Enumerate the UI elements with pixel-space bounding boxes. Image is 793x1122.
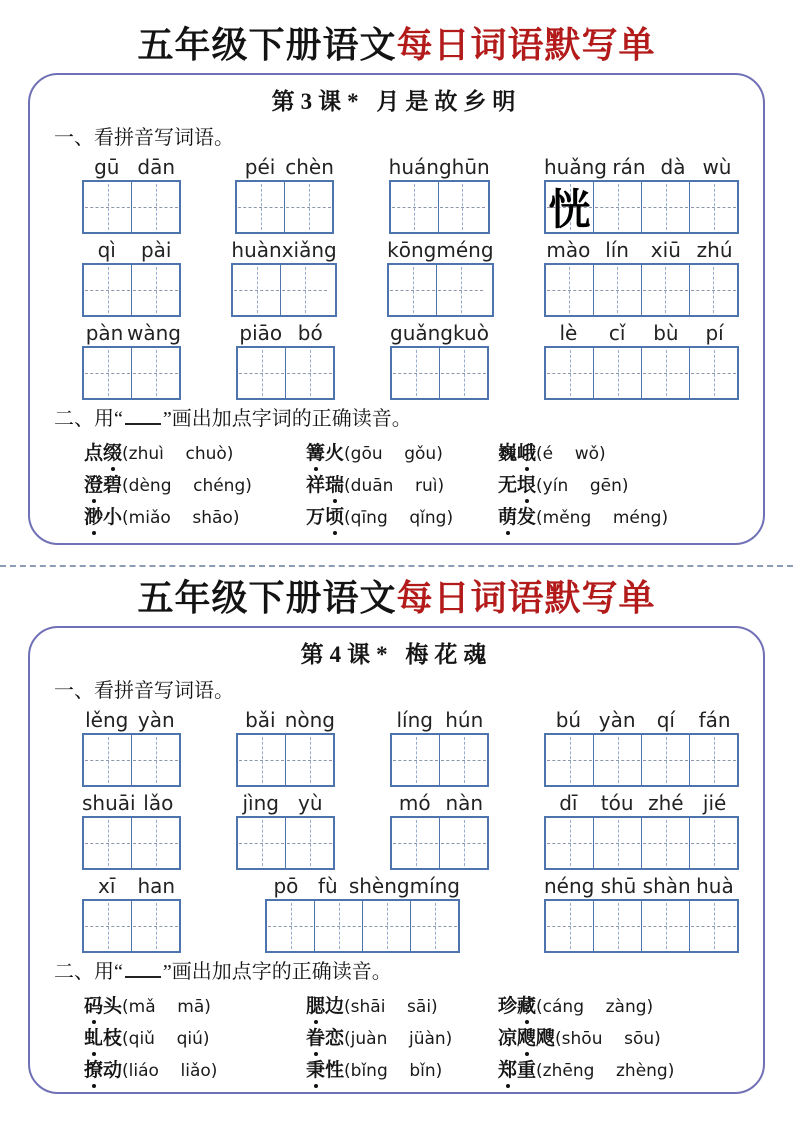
pinyin-syllable: kōng xyxy=(387,238,437,262)
writing-cell xyxy=(286,735,333,785)
word-item xyxy=(306,1055,498,1087)
pinyin-syllable: xiǎng xyxy=(281,238,337,262)
pinyin-syllable: fán xyxy=(698,708,731,732)
pinyin-label xyxy=(82,155,181,180)
writing-cell xyxy=(546,182,594,232)
writing-cell xyxy=(642,901,690,951)
hanzi: 点 xyxy=(84,443,104,464)
section2-suffix: 画出加点字的正确读音。 xyxy=(171,961,392,983)
section2-suffix: 画出加点字词的正确读音。 xyxy=(171,408,412,430)
writing-cell xyxy=(84,901,132,951)
word-grid xyxy=(54,438,739,534)
writing-cell xyxy=(642,735,690,785)
pinyin-syllable: xī xyxy=(98,874,116,898)
pinyin-syllable: hūn xyxy=(451,155,490,179)
pinyin-label xyxy=(544,791,739,816)
writing-cell xyxy=(286,348,333,398)
pinyin-box-group xyxy=(82,874,181,953)
writing-grid xyxy=(235,180,334,234)
pinyin-box-group xyxy=(544,238,739,317)
writing-cell xyxy=(437,265,484,315)
word-item xyxy=(498,991,739,1023)
pinyin-syllable: dī xyxy=(559,791,578,815)
hanzi: 动 xyxy=(103,1060,123,1081)
writing-cell xyxy=(84,735,132,785)
writing-cell xyxy=(392,735,440,785)
pinyin-label xyxy=(236,708,335,733)
pinyin-label xyxy=(235,155,334,180)
dictation-row xyxy=(54,791,739,870)
pinyin-label xyxy=(231,238,336,263)
word-grid xyxy=(54,991,739,1087)
writing-cell xyxy=(389,265,437,315)
pinyin-syllable: huà xyxy=(696,874,734,898)
pinyin-syllable: shuāi xyxy=(82,791,136,815)
word-item xyxy=(498,438,739,470)
pinyin-options: (qiǔ qiú) xyxy=(122,1029,210,1049)
pinyin-box-group xyxy=(265,874,460,953)
pinyin-label xyxy=(82,874,181,899)
pinyin-label xyxy=(236,321,335,346)
pinyin-options: (yín gēn) xyxy=(536,476,629,496)
hanzi: 枝 xyxy=(103,1028,123,1049)
pinyin-syllable: huǎng xyxy=(544,155,607,179)
pinyin-box-group xyxy=(236,708,335,787)
writing-cell xyxy=(594,735,642,785)
hanzi: 性 xyxy=(325,1060,345,1081)
writing-grid xyxy=(544,180,739,234)
page-title-black: 五年级下册语文 xyxy=(137,578,397,618)
writing-cell xyxy=(642,182,690,232)
writing-cell xyxy=(391,182,439,232)
open-quote: “ xyxy=(114,408,123,430)
hanzi: 祥 xyxy=(306,475,326,496)
writing-cell xyxy=(690,265,737,315)
pinyin-syllable: jié xyxy=(702,791,727,815)
pinyin-syllable: chèn xyxy=(285,155,334,179)
pinyin-options: (dèng chéng) xyxy=(122,476,252,496)
pinyin-syllable: tóu xyxy=(600,791,634,815)
pinyin-options: (měng méng) xyxy=(536,508,669,528)
pinyin-label xyxy=(544,708,739,733)
writing-cell xyxy=(440,735,487,785)
pinyin-syllable: pí xyxy=(705,321,724,345)
hanzi: 无 xyxy=(498,475,518,496)
page-title-red: 每日词语默写单 xyxy=(396,25,656,65)
hanzi-dotted: 撩 xyxy=(84,1055,103,1086)
writing-cell xyxy=(233,265,281,315)
pinyin-syllable: yàn xyxy=(137,708,175,732)
pinyin-syllable: lěng xyxy=(85,708,129,732)
writing-cell xyxy=(642,348,690,398)
pinyin-options: (zhēng zhèng) xyxy=(536,1061,675,1081)
hanzi-dotted: 垠 xyxy=(517,470,536,501)
section1-instruction: 一、看拼音写词语。 xyxy=(54,680,234,702)
writing-cell xyxy=(315,901,363,951)
writing-cell xyxy=(690,735,737,785)
pinyin-box-group xyxy=(236,791,335,870)
writing-cell xyxy=(439,182,486,232)
writing-cell xyxy=(237,182,285,232)
hanzi-dotted: 篝 xyxy=(306,438,325,469)
underline-blank xyxy=(125,962,161,978)
writing-cell xyxy=(411,901,458,951)
pinyin-options: (miǎo shāo) xyxy=(122,508,240,528)
hanzi: 碧 xyxy=(103,475,123,496)
writing-cell xyxy=(392,348,440,398)
pinyin-syllable: lín xyxy=(605,238,629,262)
writing-cell xyxy=(690,348,737,398)
hanzi-dotted: 腮 xyxy=(306,991,325,1022)
pinyin-box-group xyxy=(235,155,334,234)
hanzi-dotted: 缀 xyxy=(103,438,122,469)
pinyin-syllable: gū xyxy=(94,155,120,179)
hanzi: 火 xyxy=(325,443,345,464)
hanzi-dotted: 郑 xyxy=(498,1055,517,1086)
hanzi-dotted: 眷 xyxy=(306,1023,325,1054)
writing-cell xyxy=(84,182,132,232)
writing-grid xyxy=(82,263,181,317)
pinyin-label xyxy=(389,155,490,180)
pinyin-options: (bǐng bǐn) xyxy=(344,1061,443,1081)
pinyin-options: (shāi sāi) xyxy=(344,997,438,1017)
pinyin-syllable: nòng xyxy=(284,708,335,732)
writing-cell xyxy=(546,818,594,868)
worksheet-page-lesson4 xyxy=(0,567,793,1094)
writing-grid xyxy=(387,263,493,317)
hanzi-dotted: 秉 xyxy=(306,1055,325,1086)
writing-grid xyxy=(390,733,489,787)
pinyin-syllable: bú xyxy=(555,708,582,732)
pinyin-box-group xyxy=(236,321,335,400)
section2-instruction xyxy=(54,406,739,432)
lesson-heading: 第3课* 月是故乡明 xyxy=(271,89,522,114)
pinyin-label xyxy=(544,238,739,263)
pinyin-box-group xyxy=(544,874,739,953)
pinyin-box-group xyxy=(389,155,490,234)
writing-cell xyxy=(594,265,642,315)
pinyin-label xyxy=(236,791,335,816)
pinyin-syllable: néng xyxy=(544,874,595,898)
pinyin-syllable: míng xyxy=(409,874,461,898)
pinyin-syllable: kuò xyxy=(453,321,489,345)
open-quote: “ xyxy=(114,961,123,983)
writing-cell xyxy=(286,818,333,868)
pinyin-syllable: pài xyxy=(140,238,172,262)
pinyin-syllable: qì xyxy=(97,238,116,262)
close-quote: ” xyxy=(162,961,172,983)
hanzi-dotted: 萌 xyxy=(498,502,517,533)
writing-cell xyxy=(546,901,594,951)
content-panel xyxy=(28,626,765,1094)
pinyin-syllable: xiū xyxy=(650,238,681,262)
pinyin-box-group xyxy=(82,155,181,234)
pinyin-label xyxy=(82,321,181,346)
pinyin-label xyxy=(82,708,181,733)
dictation-row xyxy=(54,238,739,317)
pinyin-box-group xyxy=(390,791,489,870)
word-item xyxy=(84,991,306,1023)
word-item xyxy=(498,1023,739,1055)
word-item xyxy=(306,991,498,1023)
pinyin-syllable: líng xyxy=(396,708,433,732)
hanzi: 恋 xyxy=(325,1028,345,1049)
section2-prefix: 二、用 xyxy=(54,961,114,983)
writing-grid xyxy=(544,346,739,400)
pinyin-box-group xyxy=(82,321,181,400)
writing-grid xyxy=(544,733,739,787)
pinyin-syllable: shèng xyxy=(348,874,410,898)
writing-cell xyxy=(594,348,642,398)
writing-cell xyxy=(546,348,594,398)
page-title-red: 每日词语默写单 xyxy=(396,578,656,618)
writing-grid xyxy=(82,180,181,234)
hanzi: 巍 xyxy=(498,443,518,464)
writing-cell xyxy=(546,735,594,785)
pinyin-label xyxy=(82,791,181,816)
writing-cell xyxy=(546,265,594,315)
hanzi-dotted: 藏 xyxy=(517,991,536,1022)
pinyin-options: (gōu gǒu) xyxy=(344,444,443,464)
pinyin-syllable: bù xyxy=(653,321,679,345)
hanzi: 珍 xyxy=(498,996,518,1017)
writing-cell xyxy=(132,265,179,315)
writing-cell xyxy=(690,182,737,232)
writing-grid xyxy=(390,816,489,870)
pinyin-syllable: lè xyxy=(559,321,578,345)
pinyin-options: (juàn jüàn) xyxy=(344,1029,453,1049)
pinyin-options: (liáo liǎo) xyxy=(122,1061,218,1081)
content-panel xyxy=(28,73,765,545)
prefilled-character: 恍 xyxy=(548,188,591,234)
hanzi-dotted: 澄 xyxy=(84,470,103,501)
writing-grid xyxy=(390,346,489,400)
lesson-heading: 第4课* 梅花魂 xyxy=(300,642,493,667)
writing-cell xyxy=(690,901,737,951)
writing-cell xyxy=(594,818,642,868)
pinyin-syllable: shàn xyxy=(642,874,691,898)
pinyin-syllable: bó xyxy=(297,321,323,345)
pinyin-box-group xyxy=(231,238,336,317)
pinyin-syllable: wù xyxy=(702,155,732,179)
writing-cell xyxy=(642,818,690,868)
writing-cell xyxy=(84,265,132,315)
pinyin-syllable: huàn xyxy=(231,238,282,262)
pinyin-label xyxy=(265,874,460,899)
underline-blank xyxy=(125,409,161,425)
hanzi-dotted: 飕 xyxy=(517,1023,536,1054)
pinyin-syllable: pàn xyxy=(85,321,124,345)
pinyin-syllable: péi xyxy=(244,155,276,179)
pinyin-syllable: wàng xyxy=(127,321,181,345)
writing-grid xyxy=(236,346,335,400)
word-item xyxy=(498,1055,739,1087)
writing-grid xyxy=(265,899,460,953)
hanzi-dotted: 瑞 xyxy=(325,470,344,501)
pinyin-options: (duān ruì) xyxy=(344,476,445,496)
writing-cell xyxy=(132,348,179,398)
hanzi-dotted: 峨 xyxy=(517,438,536,469)
dictation-rows xyxy=(54,708,739,953)
writing-grid xyxy=(236,733,335,787)
pinyin-syllable: yàn xyxy=(598,708,636,732)
writing-grid xyxy=(82,733,181,787)
hanzi-dotted: 顷 xyxy=(325,502,344,533)
pinyin-syllable: zhé xyxy=(648,791,684,815)
pinyin-options: (é wǒ) xyxy=(536,444,606,464)
writing-grid xyxy=(82,816,181,870)
writing-grid xyxy=(236,816,335,870)
writing-cell xyxy=(363,901,411,951)
writing-cell xyxy=(690,818,737,868)
writing-cell xyxy=(594,182,642,232)
pinyin-box-group xyxy=(387,238,493,317)
word-item xyxy=(306,470,498,502)
writing-grid xyxy=(544,816,739,870)
hanzi-dotted: 渺 xyxy=(84,502,103,533)
writing-cell xyxy=(285,182,332,232)
hanzi: 头 xyxy=(103,996,123,1017)
pinyin-syllable: dān xyxy=(137,155,176,179)
hanzi: 重 xyxy=(517,1060,537,1081)
pinyin-box-group xyxy=(544,155,739,234)
close-quote: ” xyxy=(162,408,172,430)
pinyin-syllable: qí xyxy=(656,708,675,732)
writing-grid xyxy=(389,180,490,234)
pinyin-syllable: mào xyxy=(546,238,591,262)
pinyin-syllable: bǎi xyxy=(245,708,276,732)
dictation-rows xyxy=(54,155,739,400)
word-item xyxy=(498,470,739,502)
dictation-row xyxy=(54,874,739,953)
writing-cell xyxy=(132,818,179,868)
writing-cell xyxy=(238,818,286,868)
writing-grid xyxy=(544,899,739,953)
writing-cell xyxy=(440,348,487,398)
word-item xyxy=(84,1055,306,1087)
writing-grid xyxy=(544,263,739,317)
writing-cell xyxy=(281,265,328,315)
section2-instruction xyxy=(54,959,739,985)
pinyin-label xyxy=(390,791,489,816)
pinyin-options: (mǎ mā) xyxy=(122,997,211,1017)
pinyin-box-group xyxy=(544,321,739,400)
pinyin-syllable: mó xyxy=(398,791,431,815)
section2-prefix: 二、用 xyxy=(54,408,114,430)
page-title-black: 五年级下册语文 xyxy=(137,25,397,65)
pinyin-box-group xyxy=(390,708,489,787)
pinyin-syllable: méng xyxy=(436,238,494,262)
pinyin-options: (shōu sōu) xyxy=(555,1029,661,1049)
pinyin-syllable: fù xyxy=(318,874,338,898)
pinyin-syllable: rán xyxy=(612,155,646,179)
pinyin-syllable: pō xyxy=(273,874,299,898)
hanzi: 小 xyxy=(103,507,123,528)
pinyin-box-group xyxy=(82,791,181,870)
writing-cell xyxy=(238,348,286,398)
hanzi-dotted: 码 xyxy=(84,991,103,1022)
hanzi: 飕 xyxy=(536,1028,556,1049)
hanzi-dotted: 虬 xyxy=(84,1023,103,1054)
writing-grid xyxy=(82,899,181,953)
pinyin-label xyxy=(82,238,181,263)
pinyin-syllable: jìng xyxy=(242,791,279,815)
writing-cell xyxy=(132,901,179,951)
word-item xyxy=(84,1023,306,1055)
pinyin-label xyxy=(544,321,739,346)
pinyin-box-group xyxy=(82,238,181,317)
pinyin-syllable: lǎo xyxy=(143,791,174,815)
hanzi: 发 xyxy=(517,507,537,528)
writing-cell xyxy=(440,818,487,868)
writing-cell xyxy=(84,818,132,868)
writing-cell xyxy=(267,901,315,951)
word-item xyxy=(84,470,306,502)
writing-cell xyxy=(642,265,690,315)
writing-cell xyxy=(132,735,179,785)
word-item xyxy=(84,438,306,470)
pinyin-label xyxy=(544,874,739,899)
writing-cell xyxy=(594,901,642,951)
section1-instruction: 一、看拼音写词语。 xyxy=(54,127,234,149)
word-item xyxy=(498,502,739,534)
writing-cell xyxy=(132,182,179,232)
pinyin-syllable: hún xyxy=(445,708,484,732)
pinyin-label xyxy=(390,708,489,733)
pinyin-options: (cáng zàng) xyxy=(536,997,654,1017)
pinyin-syllable: nàn xyxy=(445,791,484,815)
page-title xyxy=(0,0,793,66)
pinyin-box-group xyxy=(82,708,181,787)
writing-grid xyxy=(231,263,336,317)
hanzi: 边 xyxy=(325,996,345,1017)
pinyin-syllable: han xyxy=(137,874,176,898)
writing-cell xyxy=(238,735,286,785)
dictation-row xyxy=(54,155,739,234)
pinyin-box-group xyxy=(544,708,739,787)
pinyin-syllable: piāo xyxy=(239,321,283,345)
dictation-row xyxy=(54,708,739,787)
word-item xyxy=(306,438,498,470)
pinyin-box-group xyxy=(390,321,489,400)
writing-cell xyxy=(392,818,440,868)
writing-grid xyxy=(82,346,181,400)
pinyin-options: (qīng qǐng) xyxy=(344,508,454,528)
pinyin-label xyxy=(390,321,489,346)
pinyin-options: (zhuì chuò) xyxy=(122,444,234,464)
hanzi: 凉 xyxy=(498,1028,518,1049)
pinyin-label xyxy=(387,238,493,263)
pinyin-syllable: dà xyxy=(660,155,686,179)
pinyin-syllable: guǎng xyxy=(390,321,453,345)
worksheet-page-lesson3 xyxy=(0,0,793,545)
word-item xyxy=(306,1023,498,1055)
word-item xyxy=(306,502,498,534)
page-title xyxy=(0,567,793,619)
hanzi: 万 xyxy=(306,507,326,528)
pinyin-box-group xyxy=(544,791,739,870)
pinyin-syllable: yù xyxy=(297,791,323,815)
pinyin-syllable: shū xyxy=(600,874,637,898)
word-item xyxy=(84,502,306,534)
pinyin-syllable: huáng xyxy=(388,155,452,179)
writing-cell xyxy=(84,348,132,398)
pinyin-syllable: zhú xyxy=(696,238,733,262)
pinyin-syllable: cǐ xyxy=(608,321,626,345)
dictation-row xyxy=(54,321,739,400)
